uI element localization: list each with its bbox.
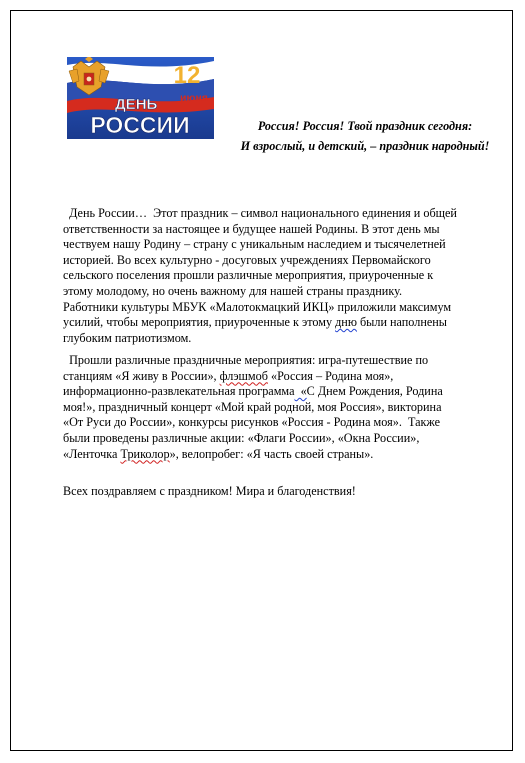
text-line: Работники культуры МБУК «Малотокмацкий ИКЦ» приложили максимум xyxy=(63,299,452,314)
text-span: информационно-развлекательная программа xyxy=(63,384,295,399)
grammar-flagged-spacing: « xyxy=(294,384,307,399)
paragraph-intro xyxy=(63,206,483,346)
text-line xyxy=(63,447,483,463)
text-span: станциям «Я живу в России», xyxy=(63,368,220,383)
banner-line1: ДЕНЬ xyxy=(115,96,158,113)
spelling-flagged-word: Триколор xyxy=(120,446,170,461)
text-span: «Россия – Родина моя», xyxy=(267,368,394,383)
text-line xyxy=(63,384,483,400)
text-line: историей. Во всех культурно - досуговых учреждениях Первомайского xyxy=(63,252,431,267)
banner-image xyxy=(67,57,214,139)
spelling-flagged-word: флэшмоб xyxy=(219,368,268,383)
paragraph-greeting xyxy=(63,484,483,500)
verse-line: Россия! Россия! Твой праздник сегодня: xyxy=(257,119,473,133)
banner-day: 12 xyxy=(173,62,201,89)
text-line: «От Руси до России», конкурсы рисунков «Россия - Родина моя». Также xyxy=(63,415,441,430)
text-span: усилий, чтобы мероприятия, приуроченные к этому xyxy=(63,315,336,330)
text-line xyxy=(63,369,483,385)
text-line: глубоким патриотизмом. xyxy=(63,330,192,345)
text-span: «Ленточка xyxy=(63,446,121,461)
verse-line: И взрослый, и детский, – праздник народный! xyxy=(240,139,490,153)
russia-day-banner xyxy=(67,57,214,139)
text-line xyxy=(63,315,483,331)
text-span: были наполнены xyxy=(356,315,447,330)
grammar-flagged-word: дню xyxy=(335,315,357,330)
text-line: моя!», праздничный концерт «Мой край родной, моя Россия», викторина xyxy=(63,399,442,414)
paragraph-events xyxy=(63,353,483,462)
text-span: С Днем Рождения, Родина xyxy=(306,384,443,399)
text-line: Всех поздравляем с праздником! Мира и благоденствия! xyxy=(63,484,356,498)
text-line: чествуем нашу Родину – страну с уникальным наследием и тысячелетней xyxy=(63,237,446,252)
text-line: этому молодому, но очень важному для нашей страны празднику. xyxy=(63,283,402,298)
text-line: сельского поселения прошли различные мероприятия, приуроченные к xyxy=(63,268,434,283)
epigraph-verse xyxy=(215,116,515,156)
text-span: », велопробег: «Я часть своей страны». xyxy=(169,446,374,461)
text-line: День России… Этот праздник – символ национального единения и общей xyxy=(63,206,457,220)
text-line: были проведены различные акции: «Флаги России», «Окна России», xyxy=(63,430,420,445)
banner-line2: РОССИИ xyxy=(90,112,190,138)
text-line: ответственности за настоящее и будущее нашей Родины. В этот день мы xyxy=(63,221,440,236)
text-line: Прошли различные праздничные мероприятия: игра-путешествие по xyxy=(63,353,429,367)
banner-month: июня xyxy=(180,92,208,104)
